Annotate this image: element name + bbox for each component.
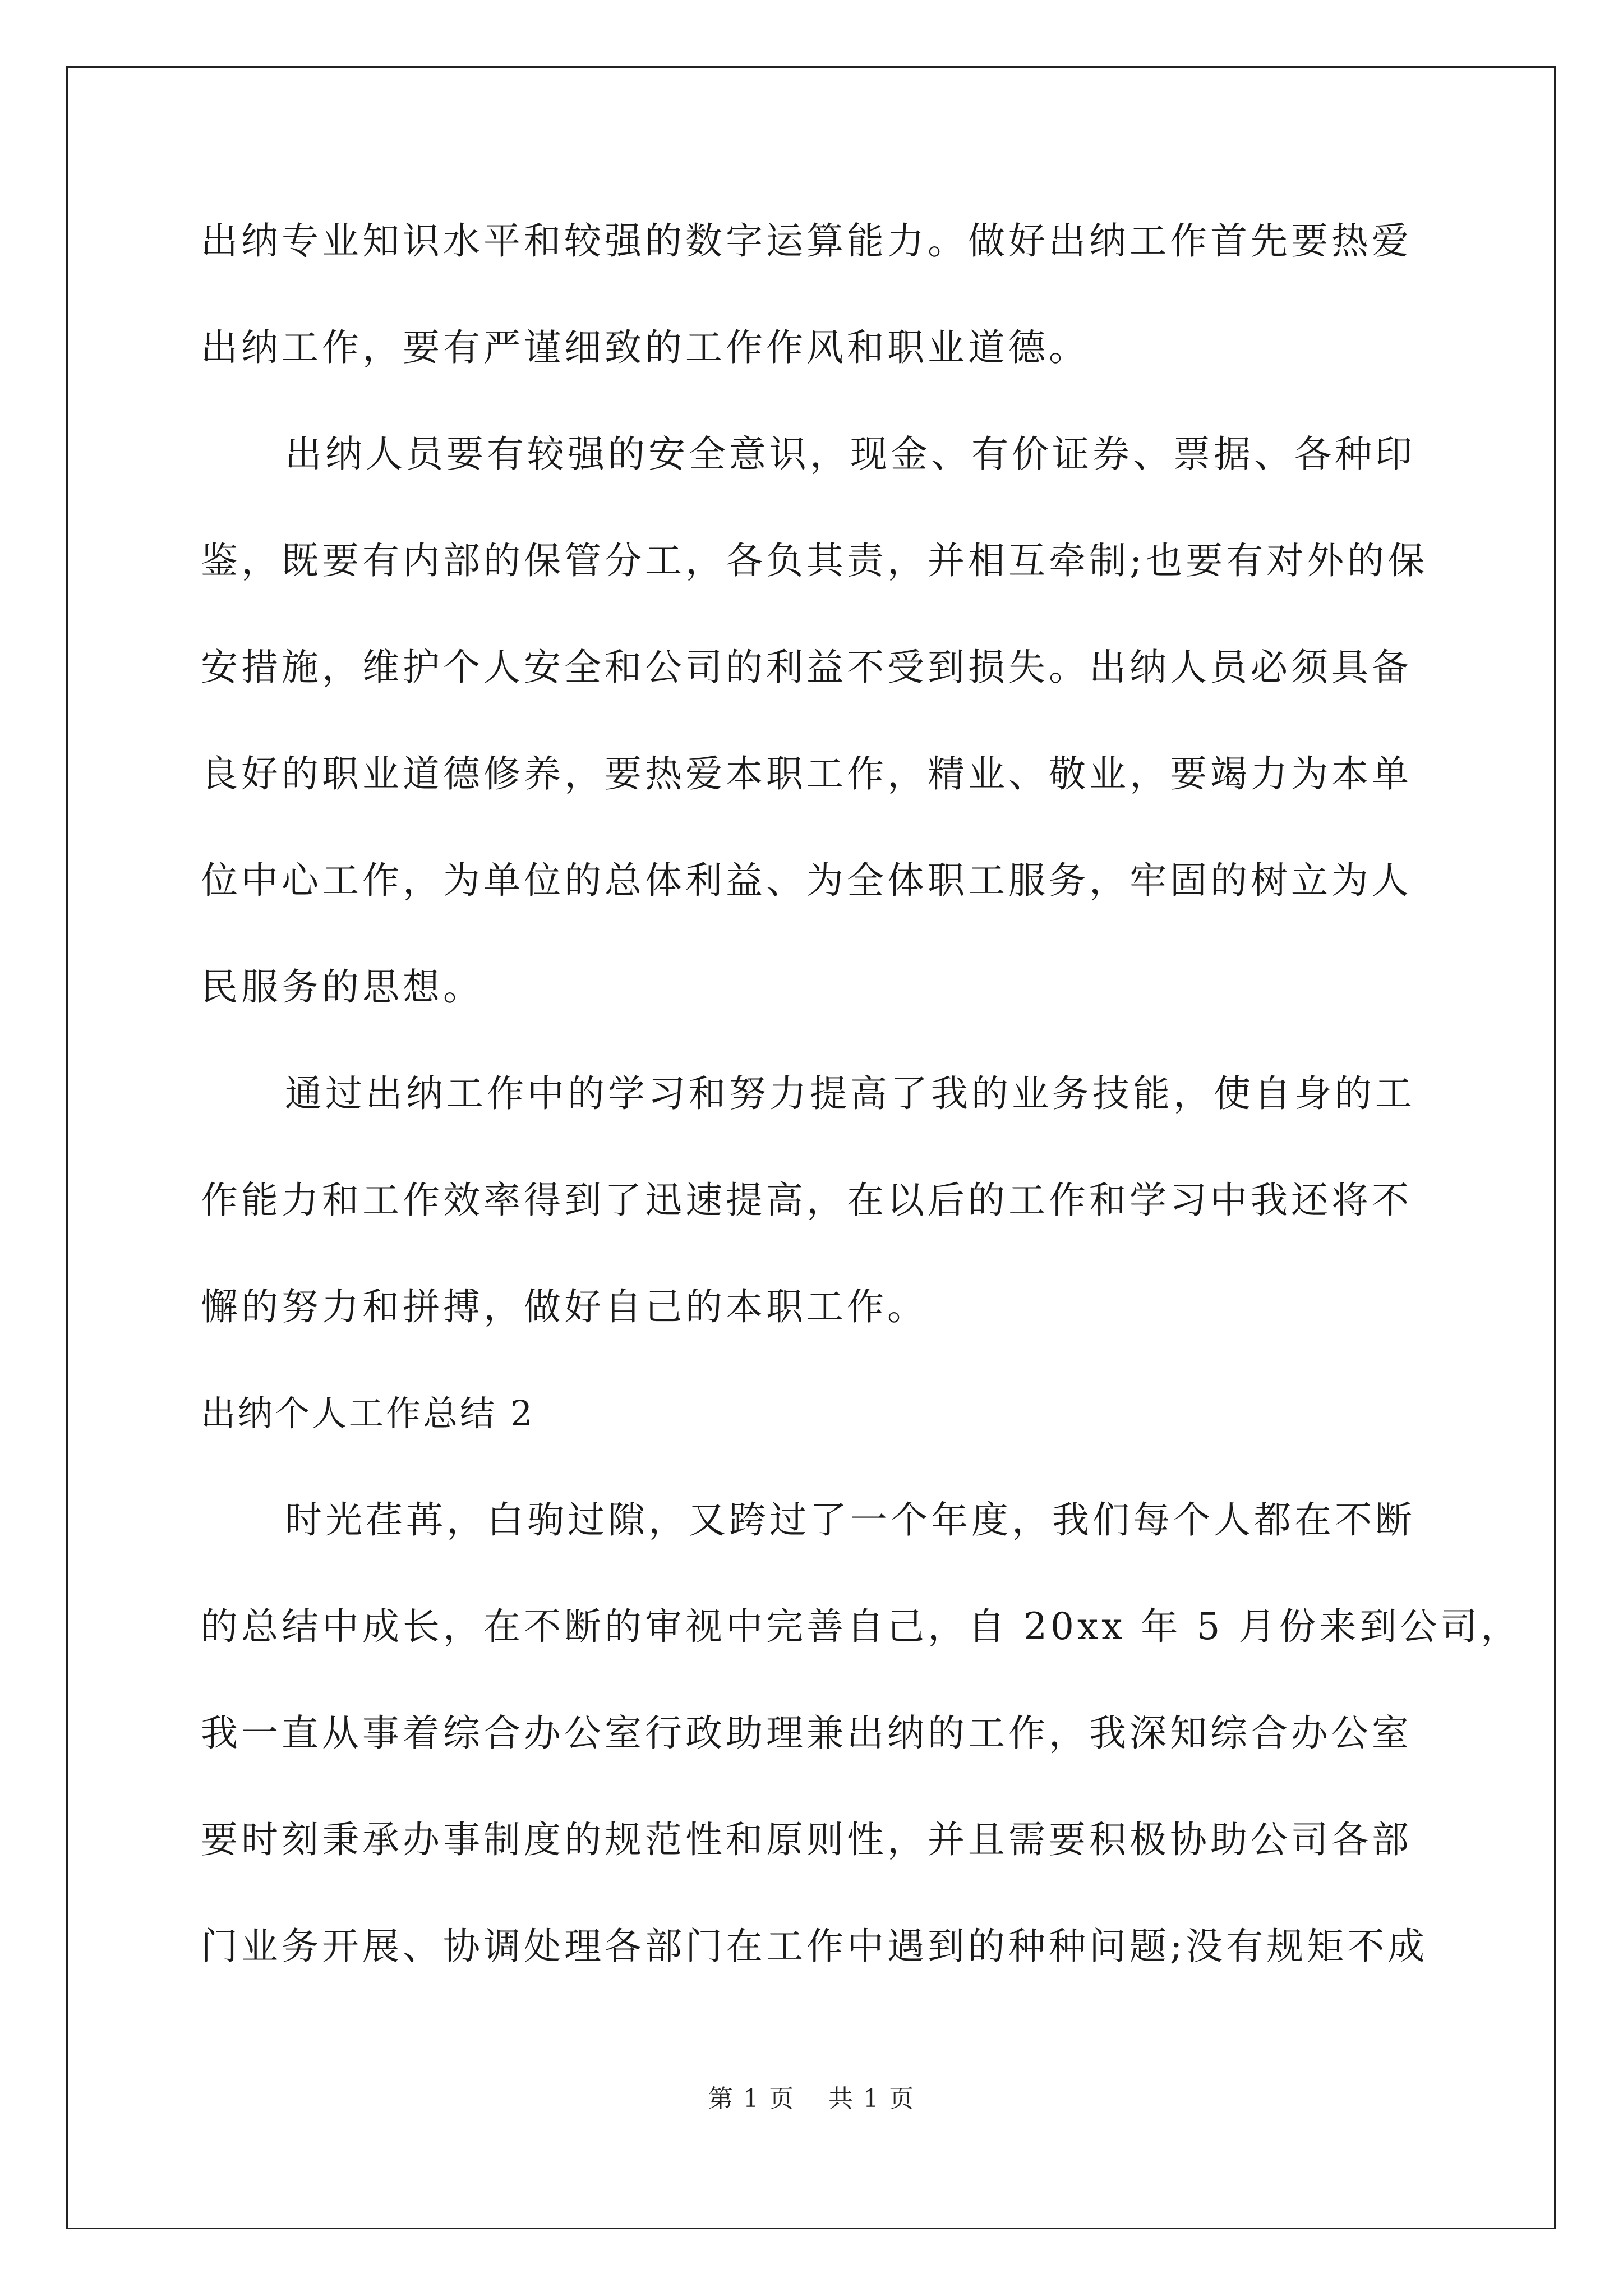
- body-line: 的总结中成长，在不断的审视中完善自己，自 20xx 年 5 月份来到公司，: [201, 1605, 1521, 1648]
- total-pages: 共 1 页: [828, 2085, 915, 2113]
- page-number: 第 1 页: [708, 2085, 795, 2113]
- body-line: 出纳专业知识水平和较强的数字运算能力。做好出纳工作首先要热爱: [201, 219, 1412, 263]
- body-line: 作能力和工作效率得到了迅速提高，在以后的工作和学习中我还将不: [201, 1179, 1412, 1222]
- body-line: 民服务的思想。: [201, 965, 483, 1009]
- paragraph-first-line: 出纳人员要有较强的安全意识，现金、有价证券、票据、各种印: [285, 432, 1415, 476]
- body-line: 鉴，既要有内部的保管分工，各负其责，并相互牵制;也要有对外的保: [201, 539, 1428, 582]
- document-body: [201, 213, 1521, 2025]
- paragraph-first-line: 时光荏苒，白驹过隙，又跨过了一个年度，我们每个人都在不断: [285, 1498, 1415, 1542]
- section-heading: 出纳个人工作总结 2: [201, 1393, 535, 1434]
- page-footer: [0, 2078, 1623, 2114]
- body-line: 良好的职业道德修养，要热爱本职工作，精业、敬业，要竭力为本单: [201, 752, 1412, 795]
- body-line: 安措施，维护个人安全和公司的利益不受到损失。出纳人员必须具备: [201, 646, 1412, 689]
- body-line: 我一直从事着综合办公室行政助理兼出纳的工作，我深知综合办公室: [201, 1711, 1412, 1755]
- body-line: 懈的努力和拼搏，做好自己的本职工作。: [201, 1285, 928, 1328]
- body-line: 位中心工作，为单位的总体利益、为全体职工服务，牢固的树立为人: [201, 859, 1412, 902]
- body-line: 门业务开展、协调处理各部门在工作中遇到的种种问题;没有规矩不成: [201, 1925, 1428, 1968]
- paragraph-first-line: 通过出纳工作中的学习和努力提高了我的业务技能，使自身的工: [285, 1072, 1415, 1115]
- body-line: 要时刻秉承办事制度的规范性和原则性，并且需要积极协助公司各部: [201, 1818, 1412, 1861]
- body-line: 出纳工作，要有严谨细致的工作作风和职业道德。: [201, 326, 1089, 369]
